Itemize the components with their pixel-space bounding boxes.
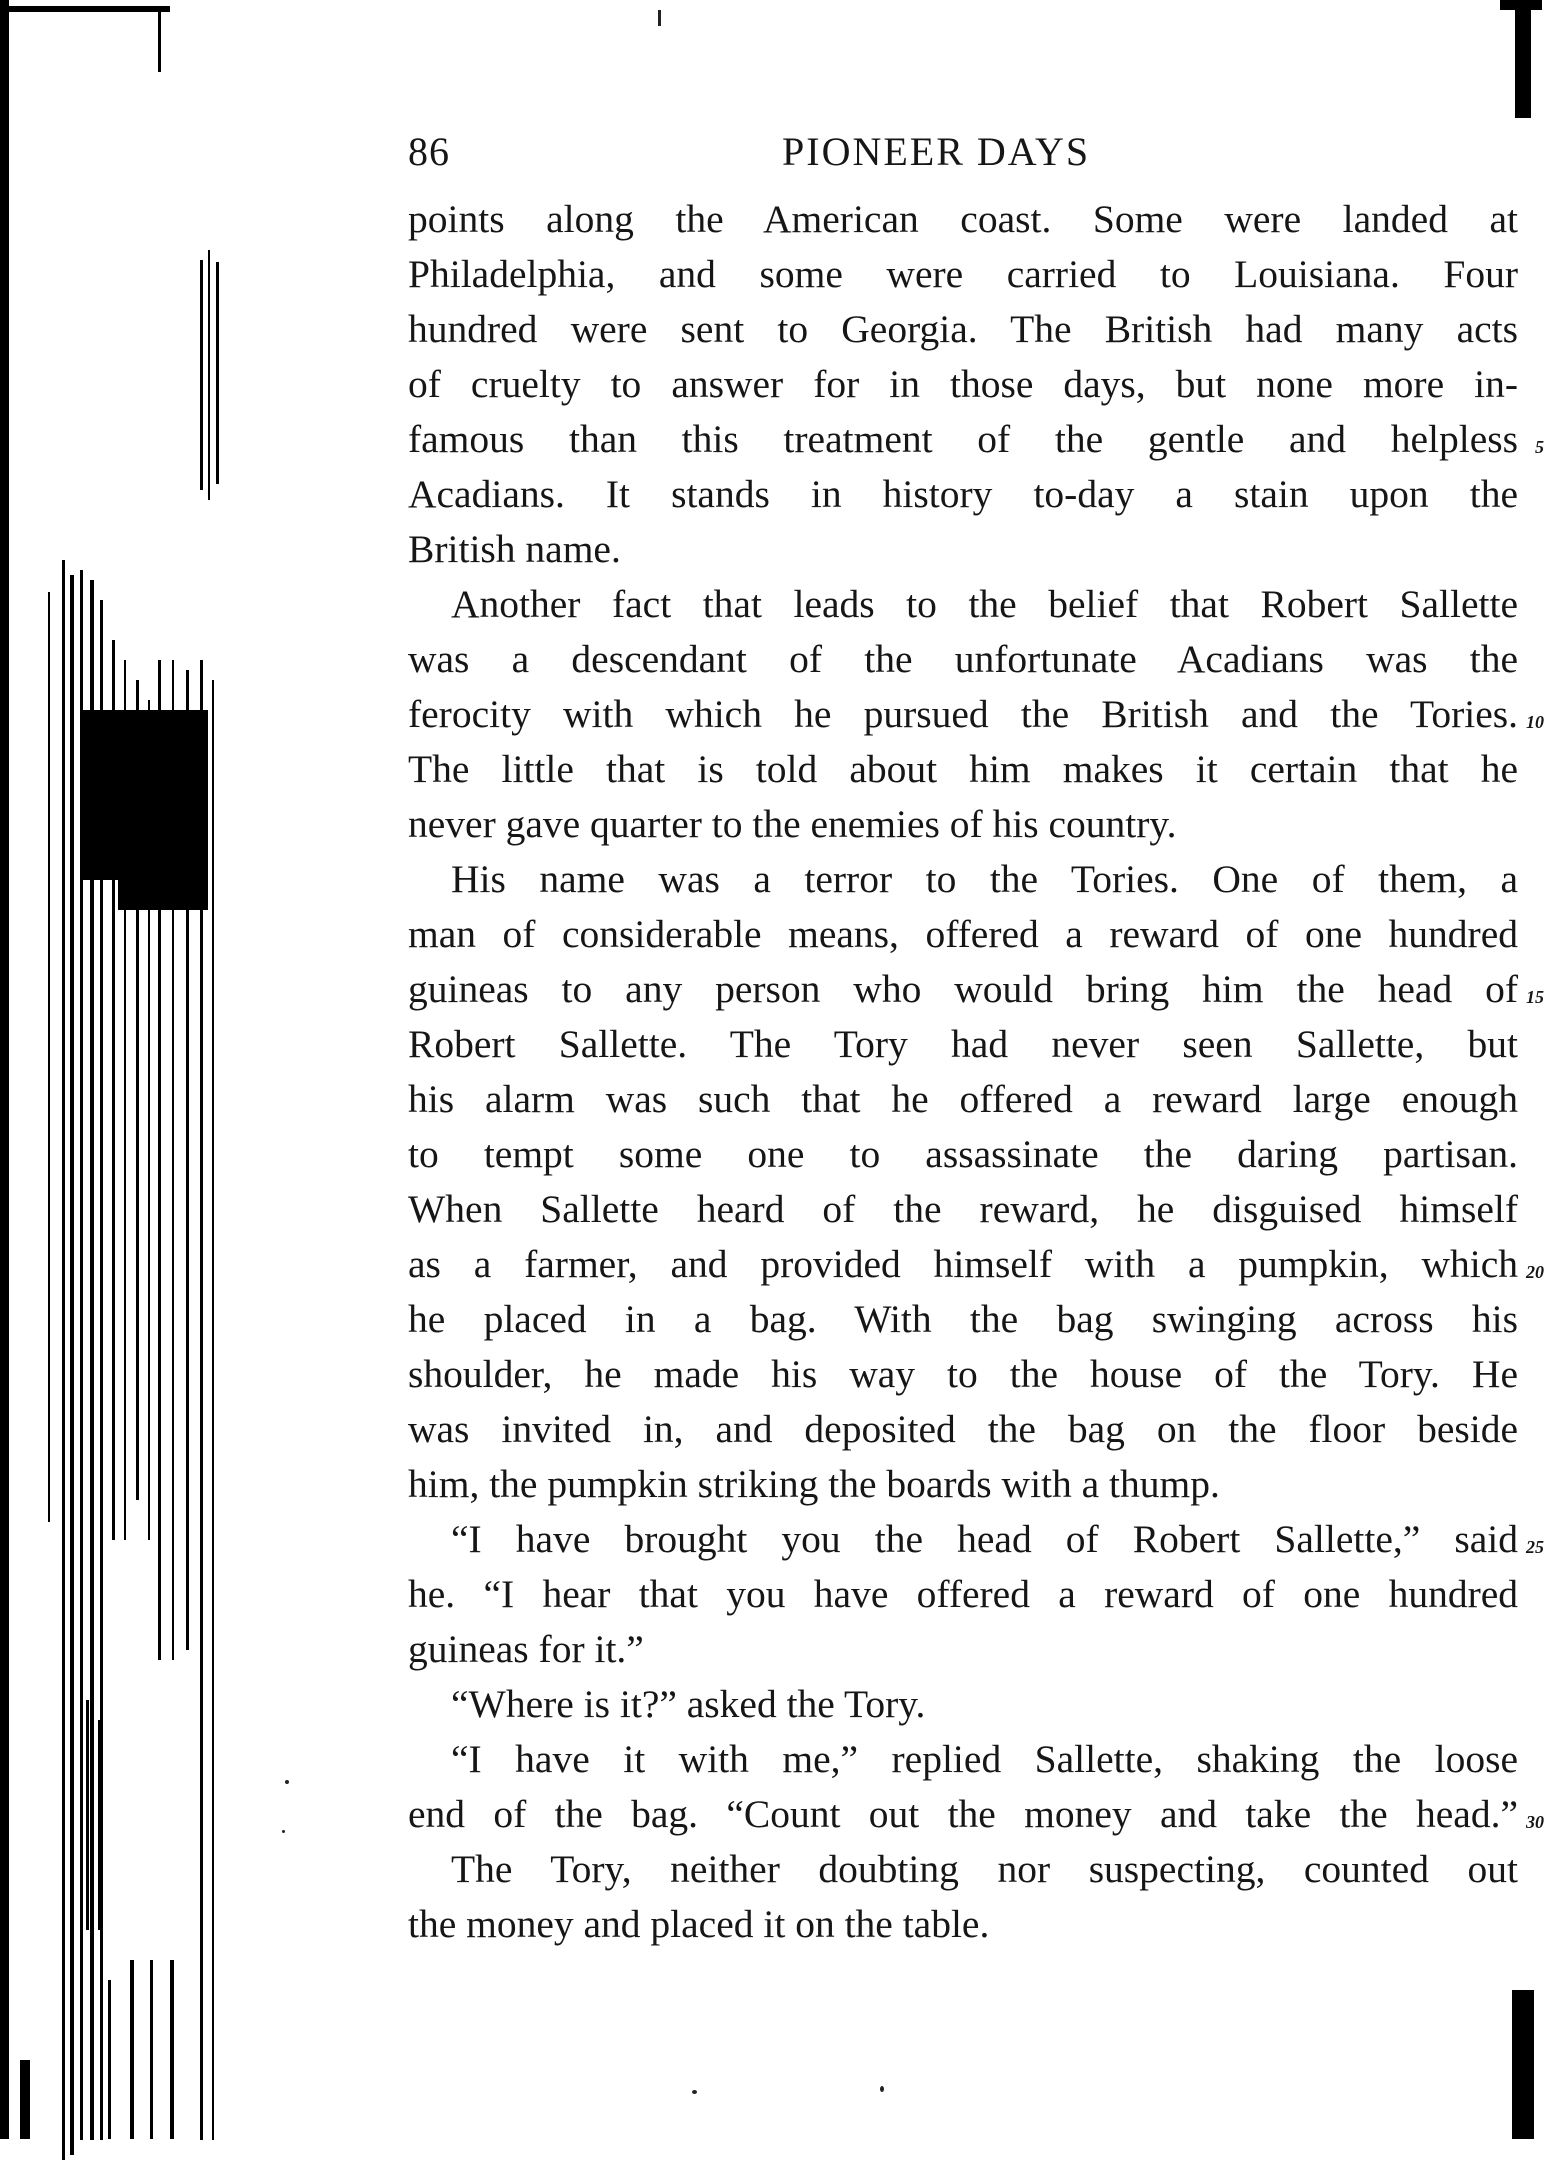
- text-line: [408, 577, 1518, 632]
- text-line-content: shoulder, he made his way to the house of the Tory. He: [408, 1352, 1518, 1396]
- text-line-content: “Where is it?” asked the Tory.: [451, 1682, 926, 1726]
- text-line-content: ferocity with which he pursued the British and the Tories.: [408, 692, 1518, 736]
- text-line-content: The little that is told about him makes it certain that he: [408, 747, 1518, 791]
- line-number-marker: 25: [1526, 1537, 1544, 1557]
- text-line: [408, 467, 1518, 522]
- text-line-content: Robert Sallette. The Tory had never seen Sallette, but: [408, 1022, 1518, 1066]
- text-line-content: was a descendant of the unfortunate Acadians was the: [408, 637, 1518, 681]
- text-line: [408, 907, 1518, 962]
- text-line-content: him, the pumpkin striking the boards with a thump.: [408, 1462, 1220, 1506]
- text-line: [408, 632, 1518, 687]
- text-line-content: never gave quarter to the enemies of his country.: [408, 802, 1177, 846]
- text-line: [408, 1787, 1544, 1842]
- text-line: [408, 1347, 1518, 1402]
- page-number: 86: [408, 129, 450, 174]
- text-line: [408, 1842, 1518, 1897]
- text-line-content: “I have brought you the head of Robert Sallette,” said: [451, 1517, 1518, 1561]
- body-text: [408, 192, 1544, 1952]
- text-line: [408, 687, 1544, 742]
- text-line-content: hundred were sent to Georgia. The British had many acts: [408, 307, 1518, 351]
- text-line: [408, 1732, 1518, 1787]
- text-line: [408, 1402, 1518, 1457]
- text-line-content: Philadelphia, and some were carried to Louisiana. Four: [408, 252, 1518, 296]
- scan-speck: [880, 2086, 884, 2092]
- text-line-content: his alarm was such that he offered a reward large enough: [408, 1077, 1518, 1121]
- text-line: [408, 1622, 1518, 1677]
- text-line: [408, 357, 1518, 412]
- text-line-content: of cruelty to answer for in those days, but none more in-: [408, 362, 1518, 406]
- text-line: [408, 412, 1544, 467]
- text-line: [408, 962, 1544, 1017]
- text-line-content: guineas for it.”: [408, 1627, 644, 1671]
- text-line-content: famous than this treatment of the gentle and helpless: [408, 417, 1518, 461]
- text-line-content: he. “I hear that you have offered a reward of one hundred: [408, 1572, 1518, 1616]
- text-line-content: as a farmer, and provided himself with a pumpkin, which: [408, 1242, 1518, 1286]
- text-line: [408, 192, 1518, 247]
- text-line-content: was invited in, and deposited the bag on the floor beside: [408, 1407, 1518, 1451]
- text-line: [408, 522, 1518, 577]
- line-number-marker: 20: [1526, 1262, 1544, 1282]
- text-line-content: points along the American coast. Some were landed at: [408, 197, 1518, 241]
- text-line: [408, 247, 1518, 302]
- line-number-marker: 5: [1535, 437, 1544, 457]
- line-number-marker: 15: [1526, 987, 1544, 1007]
- book-page: [408, 118, 1544, 1952]
- text-line-content: His name was a terror to the Tories. One of them, a: [451, 857, 1518, 901]
- binding-gutter-shadow: [0, 0, 240, 2139]
- running-title: PIONEER DAYS: [782, 129, 1091, 174]
- text-line: [408, 1897, 1518, 1952]
- text-line: [408, 302, 1518, 357]
- text-line: [408, 1127, 1518, 1182]
- text-line-content: Acadians. It stands in history to-day a stain upon the: [408, 472, 1518, 516]
- text-line-content: to tempt some one to assassinate the daring partisan.: [408, 1132, 1518, 1176]
- scan-speck: [692, 2090, 697, 2094]
- text-line: [408, 1292, 1518, 1347]
- text-line: [408, 1567, 1518, 1622]
- text-line-content: Another fact that leads to the belief that Robert Sallette: [451, 582, 1518, 626]
- scan-speck: [282, 1830, 285, 1833]
- text-line: [408, 1457, 1518, 1512]
- scan-bottom-right-mark: [1512, 1990, 1534, 2139]
- scan-speck: [285, 1780, 289, 1784]
- text-line: [408, 797, 1518, 852]
- text-line-content: “I have it with me,” replied Sallette, shaking the loose: [451, 1737, 1518, 1781]
- text-line-content: the money and placed it on the table.: [408, 1902, 990, 1946]
- text-line-content: he placed in a bag. With the bag swinging across his: [408, 1297, 1518, 1341]
- running-head: [408, 118, 1518, 182]
- text-line: [408, 1237, 1544, 1292]
- text-line: [408, 1512, 1544, 1567]
- line-number-marker: 10: [1526, 712, 1544, 732]
- text-line-content: end of the bag. “Count out the money and take the head.”: [408, 1792, 1518, 1836]
- text-line-content: When Sallette heard of the reward, he disguised himself: [408, 1187, 1518, 1231]
- text-line: [408, 742, 1518, 797]
- text-line-content: British name.: [408, 527, 621, 571]
- scan-speck: [658, 10, 661, 26]
- scan-top-right-mark-stem: [1515, 8, 1531, 118]
- line-number-marker: 30: [1526, 1812, 1544, 1832]
- text-line: [408, 1182, 1518, 1237]
- text-line: [408, 1017, 1518, 1072]
- text-line-content: guineas to any person who would bring him the head of: [408, 967, 1518, 1011]
- text-line: [408, 852, 1518, 907]
- text-line: [408, 1677, 1518, 1732]
- text-line: [408, 1072, 1518, 1127]
- text-line-content: man of considerable means, offered a reward of one hundred: [408, 912, 1518, 956]
- text-line-content: The Tory, neither doubting nor suspecting, counted out: [451, 1847, 1518, 1891]
